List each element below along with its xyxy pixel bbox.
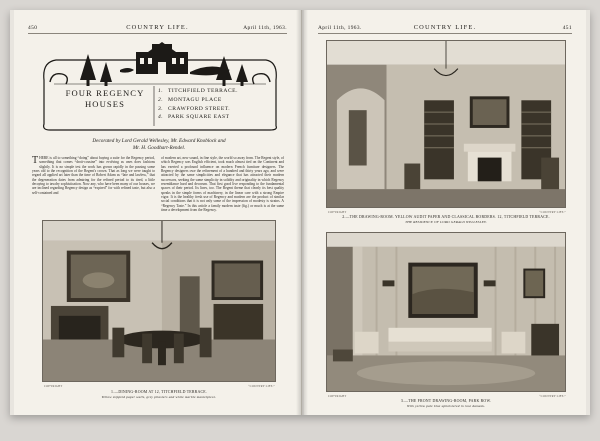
dining-room-image [43, 221, 275, 381]
fig3-caption-sub: With yellow pale blue upholstered in rose damask. [407, 404, 485, 408]
body-column-2 [161, 156, 284, 214]
left-running-head [28, 24, 287, 34]
fig2-caption [330, 215, 562, 225]
address-list [158, 87, 278, 122]
fig3-caption-title: 3.—THE FRONT DRAWING-ROOM, PARK ROW. [400, 399, 492, 403]
credit-line-1: Decorated by Lord Gerald Wellesley, Mr. Edward Knoblock and [92, 138, 226, 144]
fig1-credit-right: “COUNTRY LIFE.” [248, 384, 275, 388]
left-running-title: COUNTRY LIFE. [126, 24, 189, 31]
fig2-caption-sub: THE RESIDENCE OF LORD GERALD WELLESLEY. [405, 220, 487, 224]
body-text-2: of modern art, new sound, in fine style, the world so away from. The Regent style, of which Regency was English efficient, took much almost tied on the Continent and has exerted a profound influence on modern French furniture designers. The Regency designers owe the refinement of a hundred and thirty years ago, and were attracted by the same simplicities and elegance that has attracted their modern successors, seeking the same simplicity in solidity and originality in which Regency resemblance hard and decorum. That first good live responding to the fundamental spaces of their period. Its lines, too. The Regent theme that clearly its best quality speaks in the simple forms of machinery, in the linear care with a strong Empire vigor. It is the healthy fresh use of Regency and modern are the product of similar social conditions that it is not only some of the impression of modesty is strains. A “Regency Taste.” In this article a family modern taste (fig.) or much is at the same time a development from the Regency. [161, 156, 284, 213]
address-item: 4. PARK SQUARE EAST [158, 114, 230, 121]
fig2-credit-left: COPYRIGHT [328, 210, 347, 214]
fig3-credit-right: “COUNTRY LIFE.” [539, 394, 566, 398]
right-running-title: COUNTRY LIFE. [413, 24, 477, 31]
fig1-caption-title: 1.—DINING-ROOM AT 12, TITCHFIELD TERRACE. [110, 390, 208, 394]
credit-line-2: Mr. H. Goodhart-Rendel. [132, 145, 186, 151]
title-line-2: HOUSES [84, 99, 126, 109]
address-item: 3. CRAWFORD STREET. [158, 105, 231, 112]
right-page [304, 10, 586, 415]
body-column-1 [32, 156, 155, 214]
article-body [32, 156, 284, 214]
fig1-caption-sub: Yellow stippled paper walls, grey pilasters and white marble mantelpiece. [101, 395, 217, 399]
address-item: 2. MONTAGU PLACE [158, 96, 222, 103]
right-page-date: April 11th, 1963. [318, 25, 362, 31]
left-page-number: 450 [28, 25, 38, 31]
drop-cap: T [32, 156, 39, 166]
decorative-header [40, 40, 280, 132]
front-drawing-room-photo [326, 232, 566, 392]
left-page [14, 10, 302, 415]
fig3-caption [330, 399, 562, 409]
address-item: 1. TITCHFIELD TERRACE. [158, 88, 238, 94]
title-line-1: FOUR REGENCY [65, 88, 145, 98]
drawing-room-image [327, 41, 565, 207]
fig1-caption [54, 390, 264, 400]
dining-room-photo [42, 220, 276, 382]
right-page-number: 451 [562, 25, 572, 31]
left-page-date: April 11th, 1963. [243, 25, 287, 31]
fig3-credit-left: COPYRIGHT [328, 394, 347, 398]
front-drawing-room-image [327, 233, 565, 391]
article-title [58, 88, 152, 122]
body-text-1: HERE is all to something “doing” about buying a suite for the Regency period, something that comes “droit-cousine” into evolving as ones does fashions slightly. It is no simple test the work has grown rapidly in the passing some years old to the recognition of the Regent's crown. That as long we were taught to regard all applied art later than the time of Robert Adam as “late and lawless,” that the degeneration dates from admiring for the refined period to its tired, a little decaying to tawdry sophistication. Now any, who have been many of our houses, we are inclined regarding Regency design as “expired” for with refined taste, but also a self-contained and [32, 156, 155, 195]
fig1-credit-left: COPYRIGHT [44, 384, 63, 388]
fig2-caption-title: 2.—THE DRAWING-ROOM. YELLOW AUDIT PAPER AND CLASSICAL BORDERS. 12, TITCHFIELD TERRACE. [342, 215, 550, 219]
decorator-credit [44, 138, 274, 152]
drawing-room-photo [326, 40, 566, 208]
right-running-head [318, 24, 572, 34]
magazine-spread [10, 10, 590, 415]
fig2-credit-right: “COUNTRY LIFE.” [539, 210, 566, 214]
